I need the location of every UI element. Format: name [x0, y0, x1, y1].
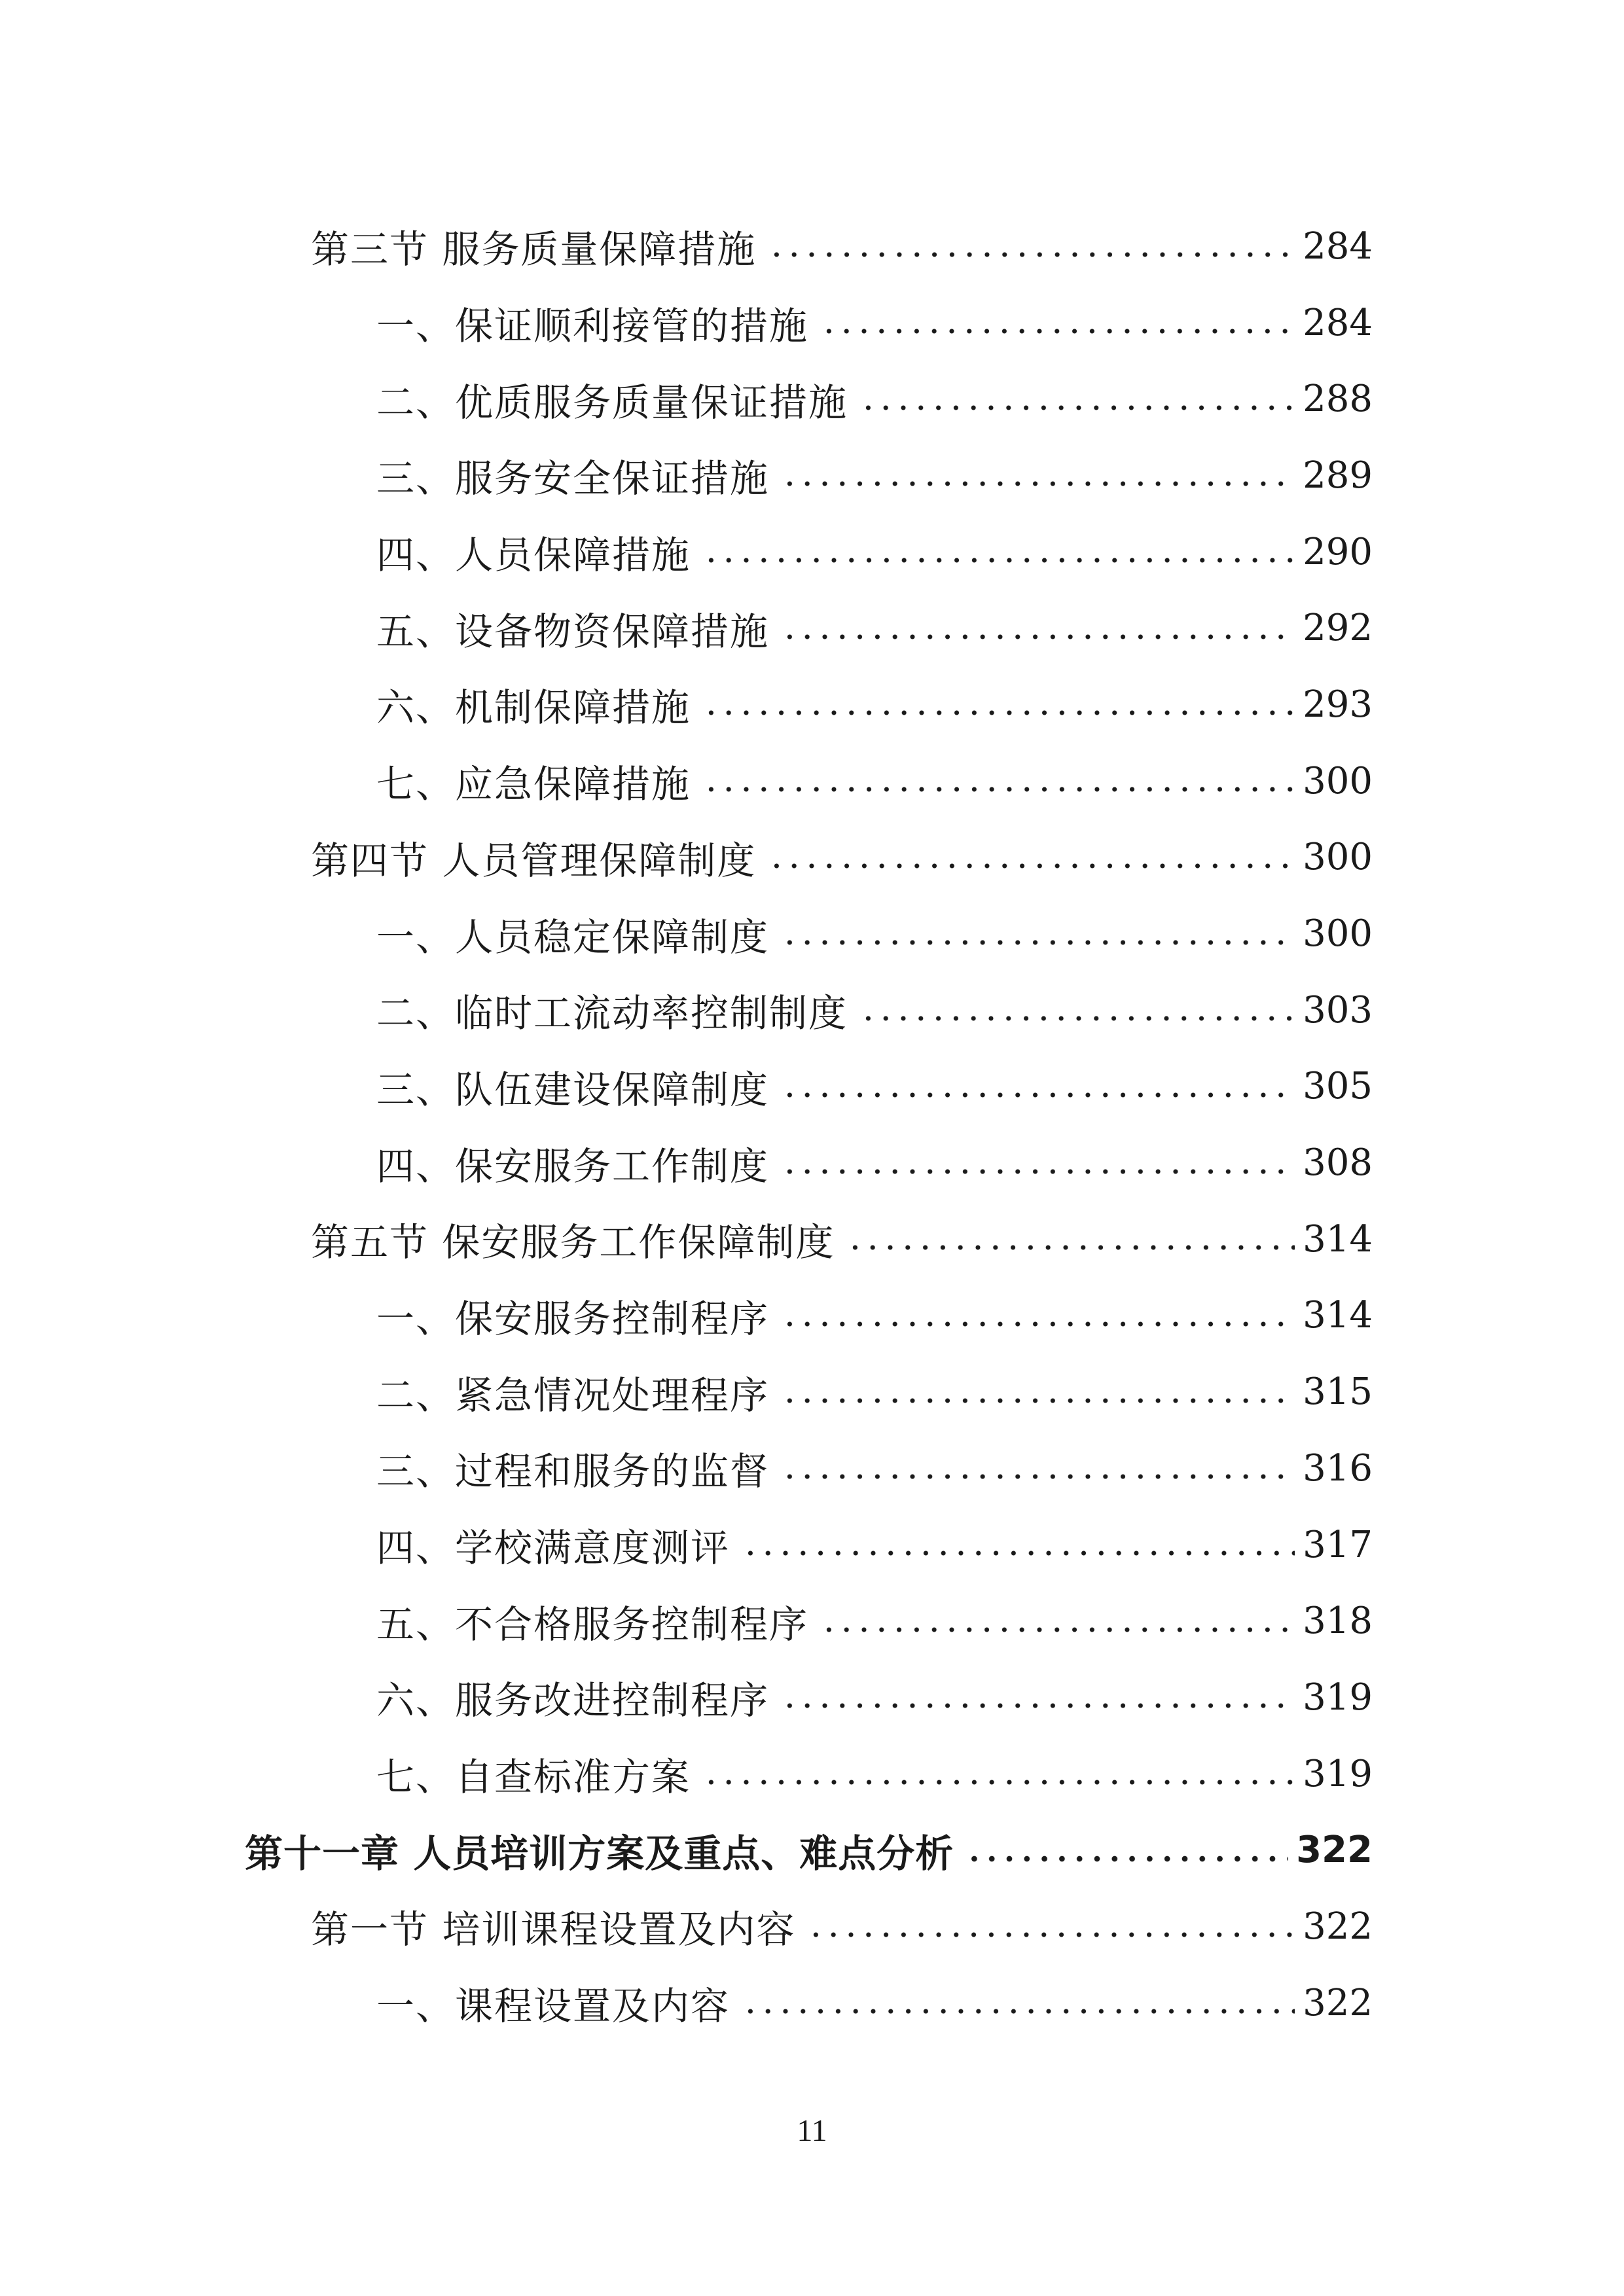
toc-entry-item[interactable] — [0, 1049, 1624, 1125]
toc-entry-item[interactable] — [0, 361, 1624, 437]
dot-leader — [807, 1931, 1295, 1938]
toc-entry-page-number: 293 — [1303, 683, 1373, 726]
toc-entry-page-number: 305 — [1303, 1065, 1373, 1108]
toc-entry-page-number: 322 — [1296, 1829, 1373, 1872]
dot-leader — [781, 1397, 1295, 1404]
toc-entry-item[interactable] — [0, 1430, 1624, 1507]
toc-entry-item[interactable] — [0, 285, 1624, 361]
toc-entry-item[interactable] — [0, 514, 1624, 590]
toc-entry-item[interactable] — [0, 895, 1624, 972]
toc-entry-label: 四、保安服务工作制度 — [376, 1143, 770, 1189]
toc-entry-page-number: 300 — [1303, 836, 1373, 879]
toc-entry-page-number: 318 — [1303, 1600, 1373, 1643]
toc-entry-page-number: 303 — [1303, 988, 1373, 1031]
toc-entry-item[interactable] — [0, 1736, 1624, 1812]
toc-entry-label: 四、学校满意度测评 — [376, 1526, 731, 1571]
toc-entry-section[interactable] — [0, 1201, 1624, 1278]
toc-entry-page-number: 300 — [1303, 912, 1373, 956]
toc-entry-page-number: 319 — [1303, 1752, 1373, 1795]
dot-leader — [859, 404, 1295, 411]
toc-entry-page-number: 308 — [1303, 1141, 1373, 1185]
toc-entry-page-number: 316 — [1303, 1446, 1373, 1490]
toc-entry-label: 三、过程和服务的监督 — [376, 1449, 770, 1494]
toc-entry-item[interactable] — [0, 1124, 1624, 1201]
toc-entry-label: 七、自查标准方案 — [376, 1755, 691, 1800]
dot-leader — [965, 1856, 1288, 1862]
dot-leader — [768, 863, 1295, 869]
toc-entry-item[interactable] — [0, 1659, 1624, 1736]
dot-leader — [781, 1321, 1295, 1327]
toc-entry-page-number: 314 — [1303, 1217, 1373, 1261]
toc-entry-item[interactable] — [0, 666, 1624, 743]
toc-entry-label: 七、应急保障措施 — [376, 762, 691, 807]
toc-entry-label: 三、队伍建设保障制度 — [376, 1067, 770, 1112]
toc-entry-label: 二、临时工流动率控制制度 — [376, 991, 848, 1036]
dot-leader — [781, 480, 1295, 487]
dot-leader — [702, 709, 1295, 716]
dot-leader — [820, 328, 1295, 334]
toc-entry-label: 第一节 培训课程设置及内容 — [311, 1907, 796, 1952]
toc-entry-item[interactable] — [0, 1354, 1624, 1430]
dot-leader — [781, 1473, 1295, 1480]
toc-entry-item[interactable] — [0, 437, 1624, 514]
toc-entry-item[interactable] — [0, 590, 1624, 666]
page-number: 11 — [797, 2113, 827, 2148]
toc-entry-label: 五、不合格服务控制程序 — [376, 1602, 809, 1647]
toc-entry-label: 一、保安服务控制程序 — [376, 1296, 770, 1341]
toc-entry-label: 三、服务安全保证措施 — [376, 456, 770, 501]
toc-entry-section[interactable] — [0, 208, 1624, 285]
toc-entry-label: 第十一章 人员培训方案及重点、难点分析 — [245, 1831, 954, 1876]
dot-leader — [846, 1244, 1295, 1251]
toc-entry-section[interactable] — [0, 1888, 1624, 1965]
toc-entry-page-number: 288 — [1303, 378, 1373, 421]
toc-entry-page-number: 289 — [1303, 454, 1373, 497]
table-of-contents — [0, 208, 1624, 2041]
toc-entry-label: 第三节 服务质量保障措施 — [311, 227, 757, 272]
toc-entry-page-number: 284 — [1303, 224, 1373, 268]
dot-leader — [702, 786, 1295, 793]
toc-entry-page-number: 315 — [1303, 1371, 1373, 1414]
toc-entry-label: 六、服务改进控制程序 — [376, 1678, 770, 1723]
toc-entry-label: 四、人员保障措施 — [376, 533, 691, 578]
toc-entry-label: 五、设备物资保障措施 — [376, 609, 770, 654]
toc-entry-item[interactable] — [0, 743, 1624, 819]
toc-entry-label: 第四节 人员管理保障制度 — [311, 838, 757, 883]
toc-entry-page-number: 284 — [1303, 301, 1373, 344]
toc-entry-page-number: 322 — [1303, 1905, 1373, 1948]
toc-entry-section[interactable] — [0, 819, 1624, 896]
toc-entry-label: 二、紧急情况处理程序 — [376, 1372, 770, 1418]
dot-leader — [781, 939, 1295, 946]
dot-leader — [781, 634, 1295, 640]
dot-leader — [781, 1702, 1295, 1709]
toc-entry-page-number: 300 — [1303, 759, 1373, 802]
toc-entry-item[interactable] — [0, 1965, 1624, 2041]
dot-leader — [781, 1092, 1295, 1098]
toc-entry-page-number: 322 — [1303, 1981, 1373, 2024]
toc-entry-label: 第五节 保安服务工作保障制度 — [311, 1220, 835, 1265]
toc-entry-item[interactable] — [0, 1278, 1624, 1354]
toc-entry-label: 一、保证顺利接管的措施 — [376, 304, 809, 349]
toc-entry-page-number: 314 — [1303, 1294, 1373, 1337]
dot-leader — [742, 2008, 1295, 2015]
toc-entry-item[interactable] — [0, 1507, 1624, 1583]
toc-entry-page-number: 292 — [1303, 607, 1373, 650]
toc-entry-label: 一、人员稳定保障制度 — [376, 914, 770, 960]
toc-entry-label: 二、优质服务质量保证措施 — [376, 380, 848, 425]
toc-entry-chapter[interactable] — [0, 1812, 1624, 1888]
toc-entry-item[interactable] — [0, 972, 1624, 1049]
toc-entry-item[interactable] — [0, 1583, 1624, 1659]
toc-entry-page-number: 290 — [1303, 530, 1373, 573]
dot-leader — [859, 1015, 1295, 1022]
dot-leader — [742, 1550, 1295, 1556]
dot-leader — [820, 1626, 1295, 1633]
dot-leader — [702, 1779, 1295, 1785]
toc-entry-page-number: 319 — [1303, 1676, 1373, 1719]
dot-leader — [702, 557, 1295, 564]
toc-entry-label: 六、机制保障措施 — [376, 685, 691, 730]
toc-entry-label: 一、课程设置及内容 — [376, 1984, 731, 2029]
dot-leader — [781, 1168, 1295, 1175]
dot-leader — [768, 251, 1295, 258]
toc-entry-page-number: 317 — [1303, 1523, 1373, 1566]
